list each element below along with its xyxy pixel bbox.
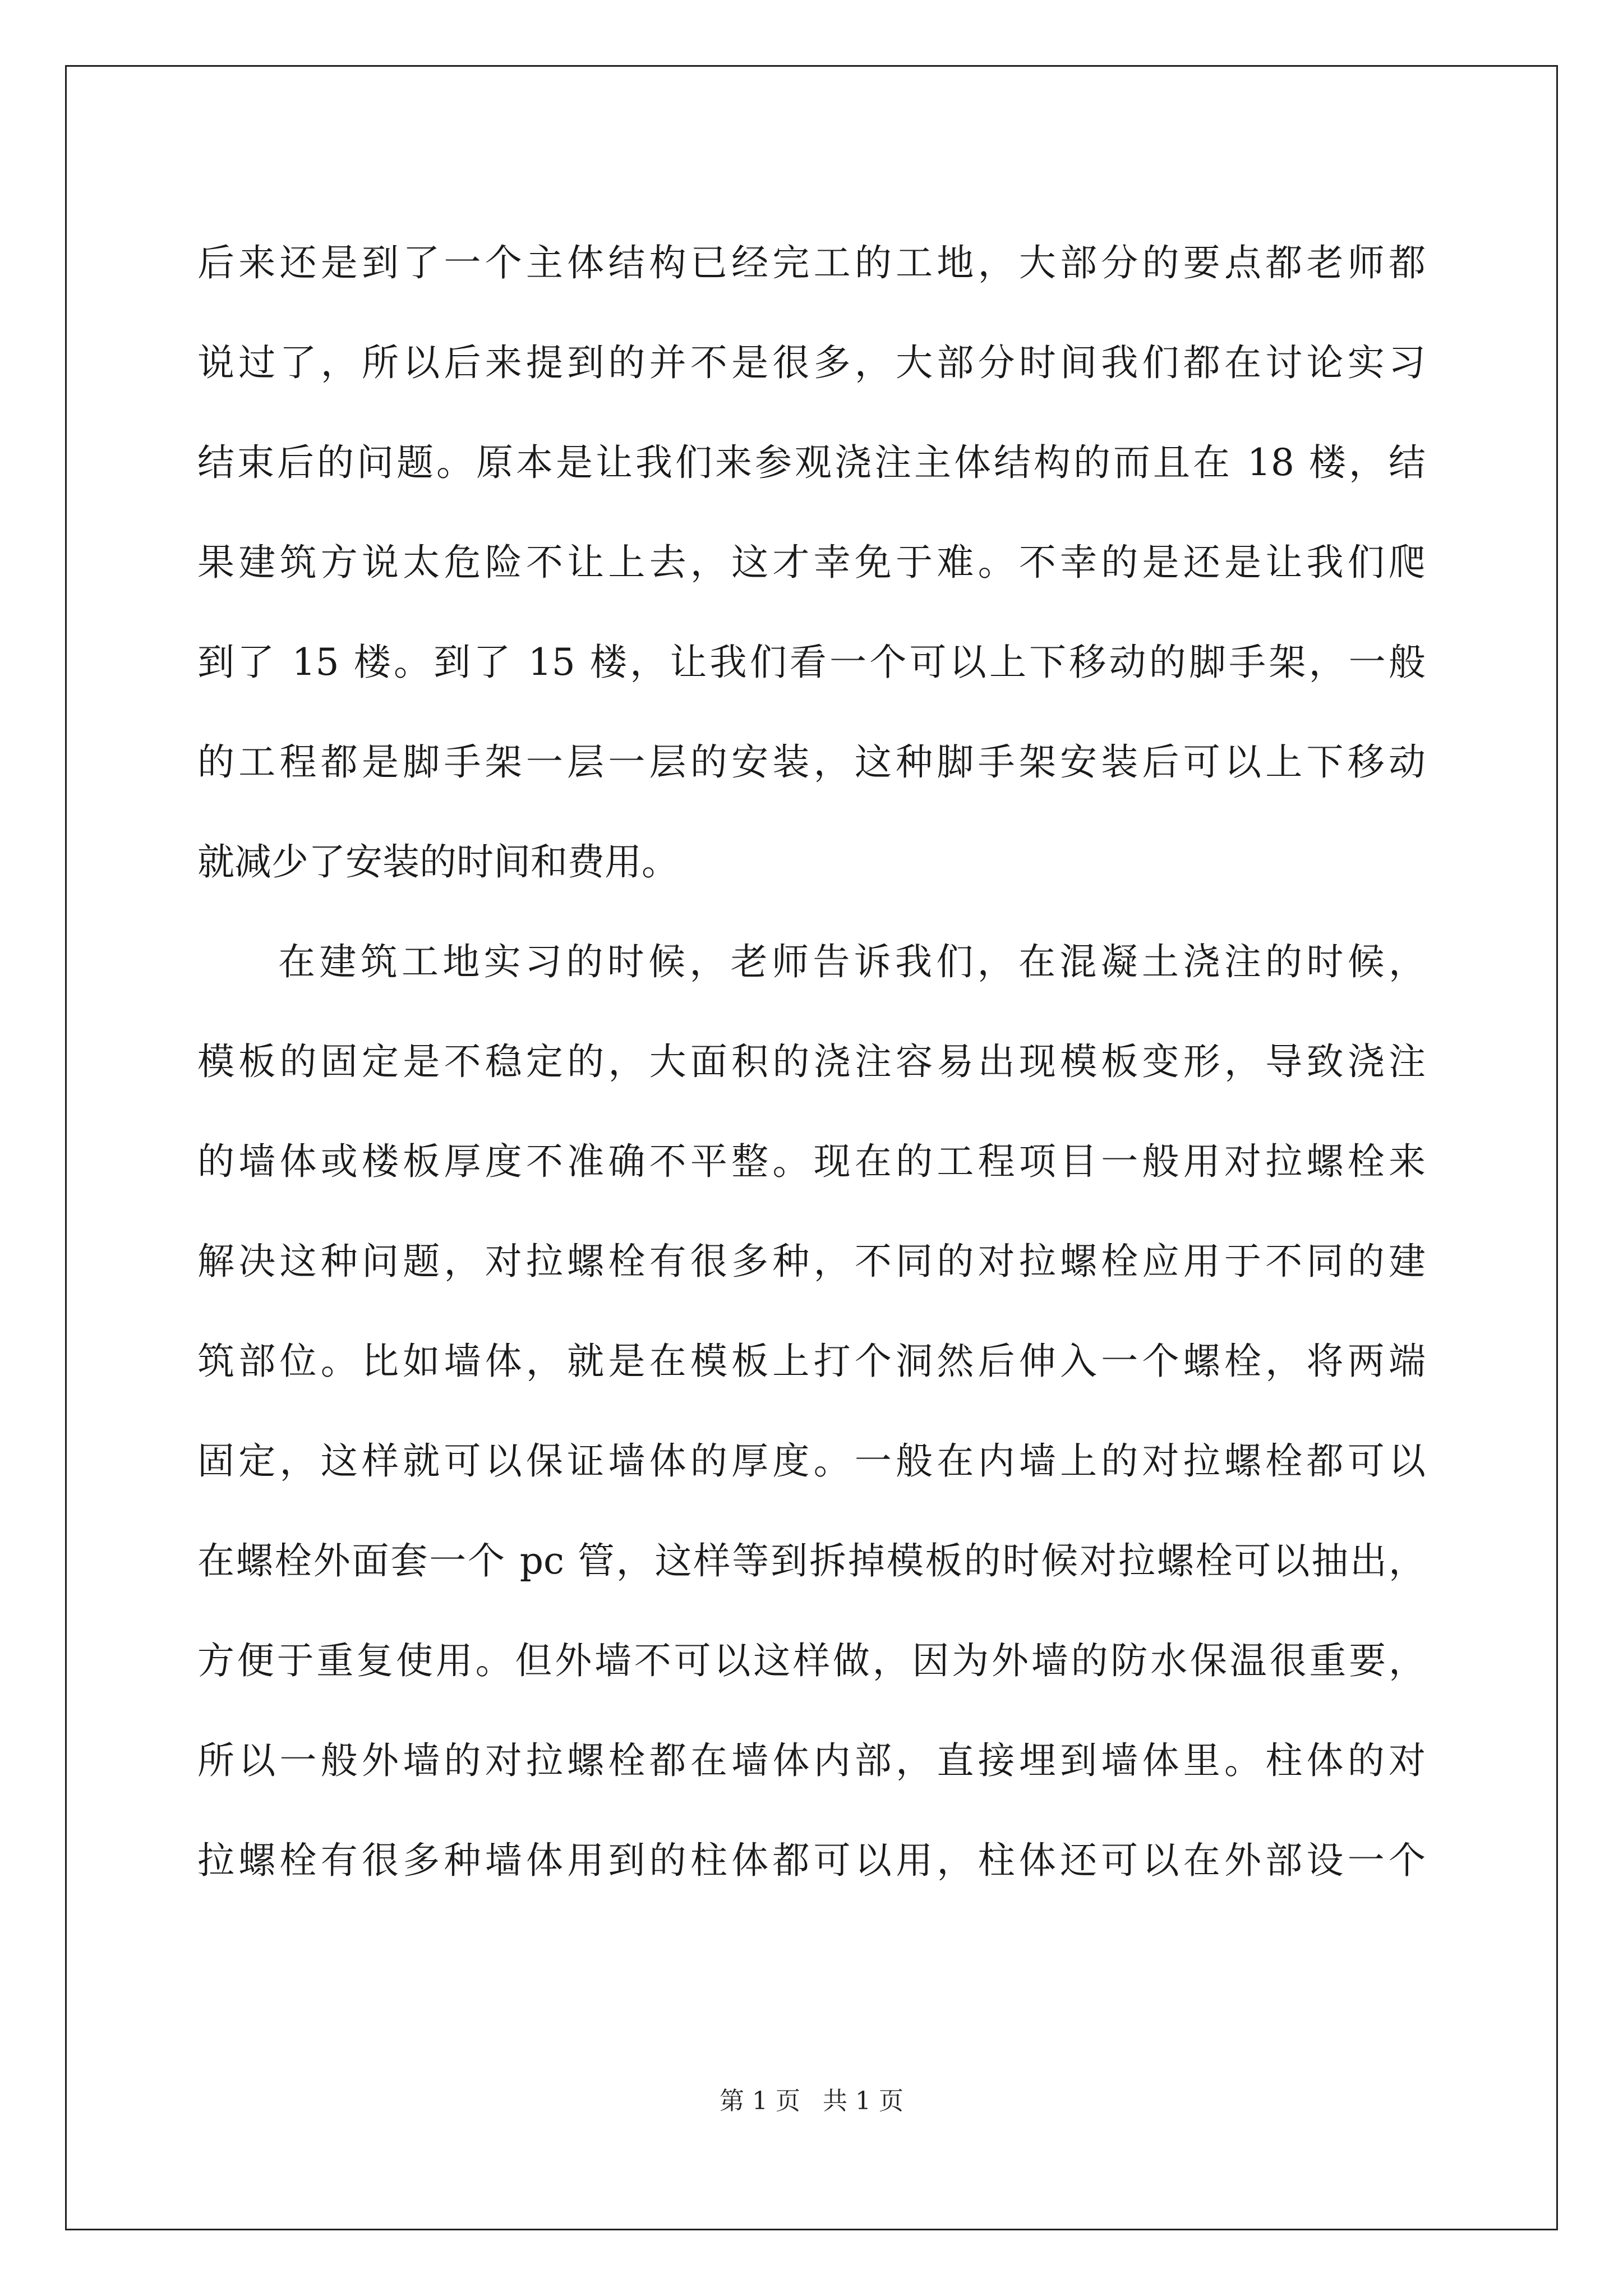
page-total: 共 1 页 bbox=[823, 2087, 903, 2115]
page-footer bbox=[0, 2085, 1623, 2118]
text-line: 在建筑工地实习的时候，老师告诉我们，在混凝土浇注的时候， bbox=[278, 940, 1426, 983]
text-line: 后来还是到了一个主体结构已经完工的工地，大部分的要点都老师都 bbox=[197, 241, 1426, 284]
text-line: 就减少了安装的时间和费用。 bbox=[197, 840, 679, 884]
text-line: 筑部位。比如墙体，就是在模板上打个洞然后伸入一个螺栓，将两端 bbox=[197, 1340, 1426, 1383]
text-line: 拉螺栓有很多种墙体用到的柱体都可以用，柱体还可以在外部设一个 bbox=[197, 1839, 1426, 1882]
text-line: 说过了，所以后来提到的并不是很多，大部分时间我们都在讨论实习 bbox=[197, 341, 1426, 384]
text-line: 的工程都是脚手架一层一层的安装，这种脚手架安装后可以上下移动 bbox=[197, 740, 1426, 784]
text-line: 固定，这样就可以保证墙体的厚度。一般在内墙上的对拉螺栓都可以 bbox=[197, 1439, 1426, 1483]
text-line: 方便于重复使用。但外墙不可以这样做，因为外墙的防水保温很重要， bbox=[197, 1639, 1426, 1682]
text-line: 在螺栓外面套一个 pc 管，这样等到拆掉模板的时候对拉螺栓可以抽出， bbox=[197, 1539, 1426, 1582]
text-line: 的墙体或楼板厚度不准确不平整。现在的工程项目一般用对拉螺栓来 bbox=[197, 1140, 1426, 1183]
document-body bbox=[197, 213, 1426, 1911]
text-line: 到了 15 楼。到了 15 楼，让我们看一个可以上下移动的脚手架，一般 bbox=[197, 641, 1426, 684]
text-line: 果建筑方说太危险不让上去，这才幸免于难。不幸的是还是让我们爬 bbox=[197, 541, 1426, 584]
text-line: 解决这种问题，对拉螺栓有很多种，不同的对拉螺栓应用于不同的建 bbox=[197, 1240, 1426, 1283]
page-number: 第 1 页 bbox=[720, 2087, 800, 2115]
text-line: 结束后的问题。原本是让我们来参观浇注主体结构的而且在 18 楼，结 bbox=[197, 441, 1426, 484]
text-line: 所以一般外墙的对拉螺栓都在墙体内部，直接埋到墙体里。柱体的对 bbox=[197, 1739, 1426, 1782]
text-line: 模板的固定是不稳定的，大面积的浇注容易出现模板变形，导致浇注 bbox=[197, 1040, 1426, 1083]
